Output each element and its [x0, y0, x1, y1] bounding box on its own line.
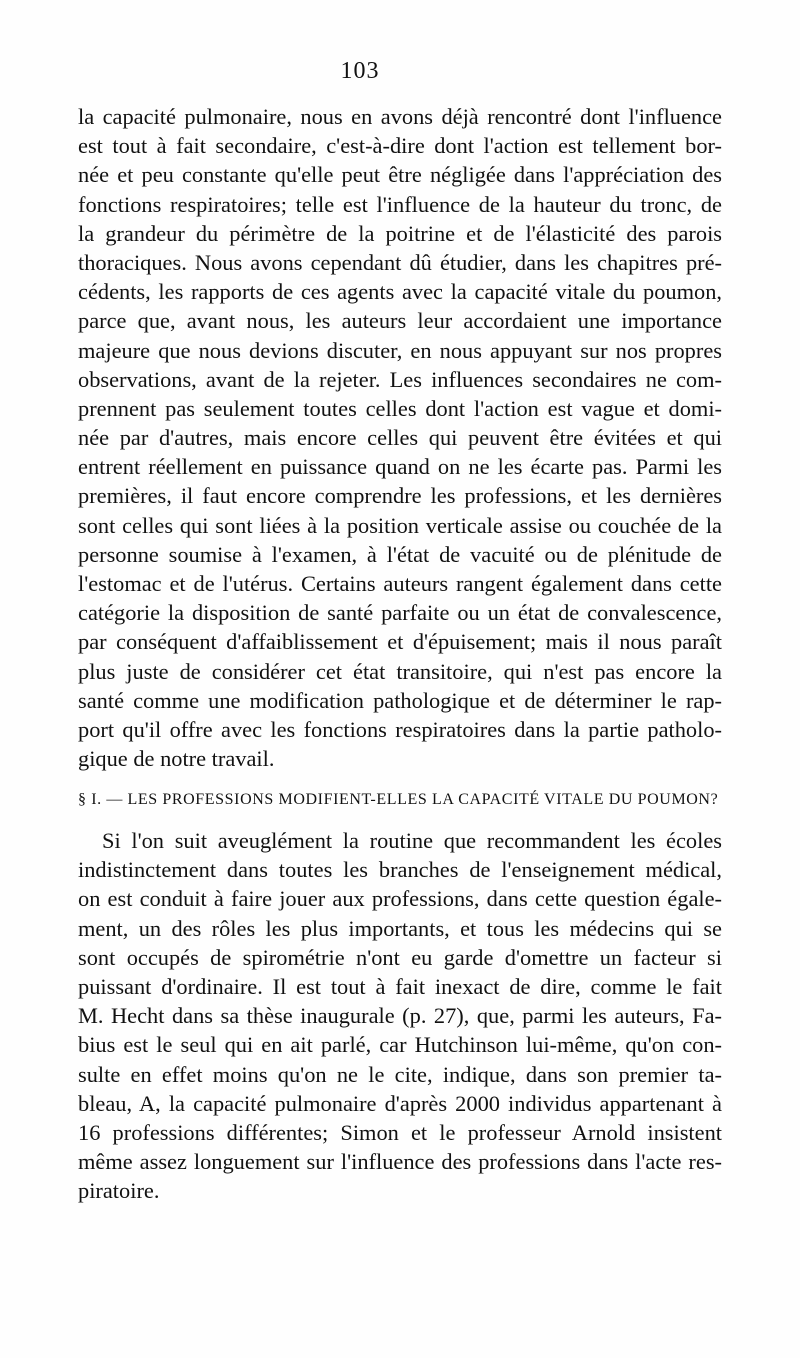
text-line: majeure que nous devions discuter, en nous appuyant sur nos propres	[78, 337, 722, 363]
text-line: sont occupés de spirométrie n'ont eu garde d'omettre un facteur si	[78, 944, 722, 970]
text-line: port qu'il offre avec les fonctions respiratoires dans la partie patholo-	[78, 716, 722, 742]
text-line: la capacité pulmonaire, nous en avons déjà rencontré dont l'influence	[78, 104, 722, 129]
text-line: gique de notre travail.	[78, 746, 275, 772]
section-heading: § I. — LES PROFESSIONS MODIFIENT-ELLES LA CAPACITÉ VITALE DU POUMON?	[78, 791, 719, 808]
text-line: est tout à fait secondaire, c'est-à-dire dont l'action est tellement bor-	[78, 133, 722, 159]
text-line: par conséquent d'affaiblissement et d'épuisement; mais il nous paraît	[78, 629, 722, 655]
text-line: prennent pas seulement toutes celles dont l'action est vague et domi-	[78, 395, 722, 421]
text-line: thoraciques. Nous avons cependant dû étudier, dans les chapitres pré-	[78, 249, 722, 275]
text-line: fonctions respiratoires; telle est l'influence de la hauteur du tronc, de	[78, 191, 722, 217]
text-line: la grandeur du périmètre de la poitrine et de l'élasticité des parois	[78, 220, 722, 246]
text-line: puissant d'ordinaire. Il est tout à fait inexact de dire, comme le fait	[78, 973, 722, 999]
page-number: 103	[340, 58, 380, 84]
text-line: M. Hecht dans sa thèse inaugurale (p. 27), que, parmi les auteurs, Fa-	[78, 1003, 722, 1029]
text-line: l'estomac et de l'utérus. Certains auteurs rangent également dans cette	[78, 571, 722, 596]
text-line: on est conduit à faire jouer aux professions, dans cette question égale-	[78, 886, 722, 912]
text-line: personne soumise à l'examen, à l'état de vacuité ou de plénitude de	[78, 541, 722, 567]
text-line: 16 professions différentes; Simon et le professeur Arnold insistent	[78, 1119, 722, 1145]
paragraph-1	[78, 102, 722, 773]
text-line: même assez longuement sur l'influence des professions dans l'acte res-	[78, 1149, 722, 1175]
text-line: observations, avant de la rejeter. Les influences secondaires ne com-	[78, 366, 722, 392]
text-line: bleau, A, la capacité pulmonaire d'après 2000 individus appartenant à	[78, 1090, 722, 1116]
text-line: sont celles qui sont liées à la position verticale assise ou couchée de la	[78, 512, 722, 538]
text-line: plus juste de considérer cet état transitoire, qui n'est pas encore la	[78, 658, 722, 684]
text-line: catégorie la disposition de santé parfaite ou un état de convalescence,	[78, 600, 722, 626]
text-line: ment, un des rôles les plus importants, et tous les médecins qui se	[78, 915, 722, 941]
text-line: entrent réellement en puissance quand on ne les écarte pas. Parmi les	[78, 454, 722, 480]
text-line: née et peu constante qu'elle peut être négligée dans l'appréciation des	[78, 162, 722, 188]
text-line: sulte en effet moins qu'on ne le cite, indique, dans son premier ta-	[78, 1061, 722, 1087]
text-line: née par d'autres, mais encore celles qui peuvent être évitées et qui	[78, 425, 722, 451]
text-line: bius est le seul qui en ait parlé, car Hutchinson lui-même, qu'on con-	[78, 1032, 722, 1058]
text-line: santé comme une modification pathologique et de déterminer le rap-	[78, 687, 722, 713]
text-line: cédents, les rapports de ces agents avec la capacité vitale du poumon,	[78, 279, 722, 305]
text-line: indistinctement dans toutes les branches de l'enseignement médical,	[78, 857, 722, 883]
text-line: premières, il faut encore comprendre les professions, et les dernières	[78, 483, 722, 509]
paragraph-2	[78, 826, 722, 1205]
text-line: Si l'on suit aveuglément la routine que recommandent les écoles	[102, 828, 722, 853]
text-line: piratoire.	[78, 1178, 160, 1204]
text-line: parce que, avant nous, les auteurs leur accordaient une importance	[78, 308, 722, 334]
